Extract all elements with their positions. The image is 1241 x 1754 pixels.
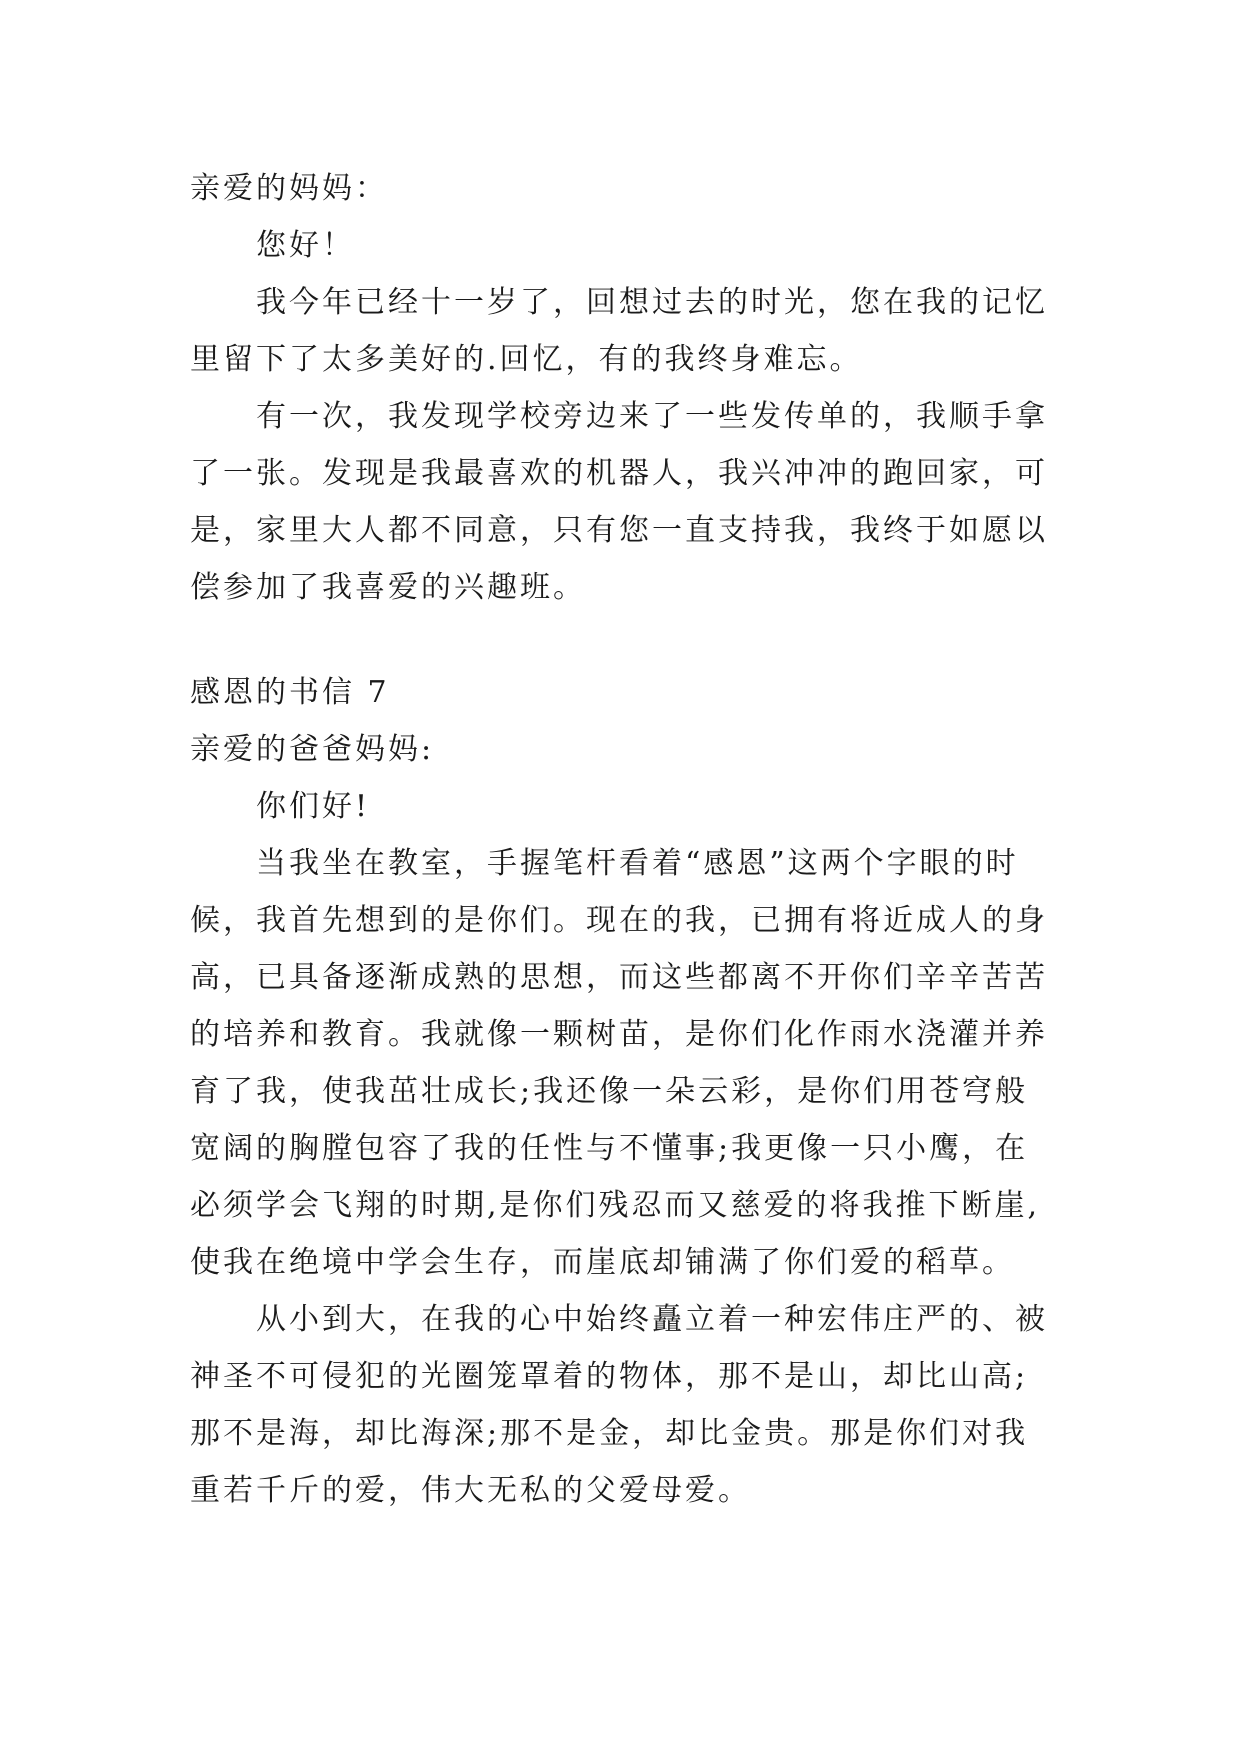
letter1-greeting: 您好！ (256, 228, 355, 263)
paragraph-line: 那不是海，却比海深;那不是金，却比金贵。那是你们对我 (190, 1416, 1029, 1451)
paragraph-line: 使我在绝境中学会生存，而崖底却铺满了你们爱的稻草。 (190, 1245, 1015, 1280)
letter2-greeting: 你们好! (256, 789, 371, 824)
letter1-salutation: 亲爱的妈妈： (190, 171, 388, 206)
letter2-salutation: 亲爱的爸爸妈妈: (190, 732, 435, 767)
paragraph-line: 有一次，我发现学校旁边来了一些发传单的，我顺手拿 (256, 399, 1048, 434)
letter2-paragraph-1 (190, 835, 1060, 1291)
paragraph-line: 宽阔的胸膛包容了我的任性与不懂事;我更像一只小鹰，在 (190, 1131, 1029, 1166)
paragraph-line: 必须学会飞翔的时期,是你们残忍而又慈爱的将我推下断崖, (190, 1188, 1041, 1223)
paragraph-line: 从小到大，在我的心中始终矗立着一种宏伟庄严的、被 (256, 1302, 1048, 1337)
paragraph-line: 候，我首先想到的是你们。现在的我，已拥有将近成人的身 (190, 903, 1048, 938)
paragraph-line: 神圣不可侵犯的光圈笼罩着的物体，那不是山，却比山高; (190, 1359, 1029, 1394)
section-gap (190, 616, 1060, 664)
letter1-paragraph-2 (190, 388, 1060, 616)
paragraph-line: 我今年已经十一岁了，回想过去的时光，您在我的记忆 (256, 285, 1048, 320)
paragraph-line: 的培养和教育。我就像一颗树苗，是你们化作雨水浇灌并养 (190, 1017, 1048, 1052)
paragraph-line: 当我坐在教室，手握笔杆看着“感恩”这两个字眼的时 (256, 846, 1019, 881)
document-page (190, 160, 1060, 1519)
paragraph-line: 偿参加了我喜爱的兴趣班。 (190, 570, 586, 605)
letter2-title: 感恩的书信 7 (190, 675, 390, 710)
paragraph-line: 是，家里大人都不同意，只有您一直支持我，我终于如愿以 (190, 513, 1048, 548)
paragraph-line: 重若千斤的爱，伟大无私的父爱母爱。 (190, 1473, 751, 1508)
paragraph-line: 里留下了太多美好的.回忆，有的我终身难忘。 (190, 342, 863, 377)
paragraph-line: 育了我，使我茁壮成长;我还像一朵云彩，是你们用苍穹般 (190, 1074, 1029, 1109)
paragraph-line: 了一张。发现是我最喜欢的机器人，我兴冲冲的跑回家，可 (190, 456, 1048, 491)
paragraph-line: 高，已具备逐渐成熟的思想，而这些都离不开你们辛辛苦苦 (190, 960, 1048, 995)
letter2-paragraph-2 (190, 1291, 1060, 1519)
letter1-paragraph-1 (190, 274, 1060, 388)
